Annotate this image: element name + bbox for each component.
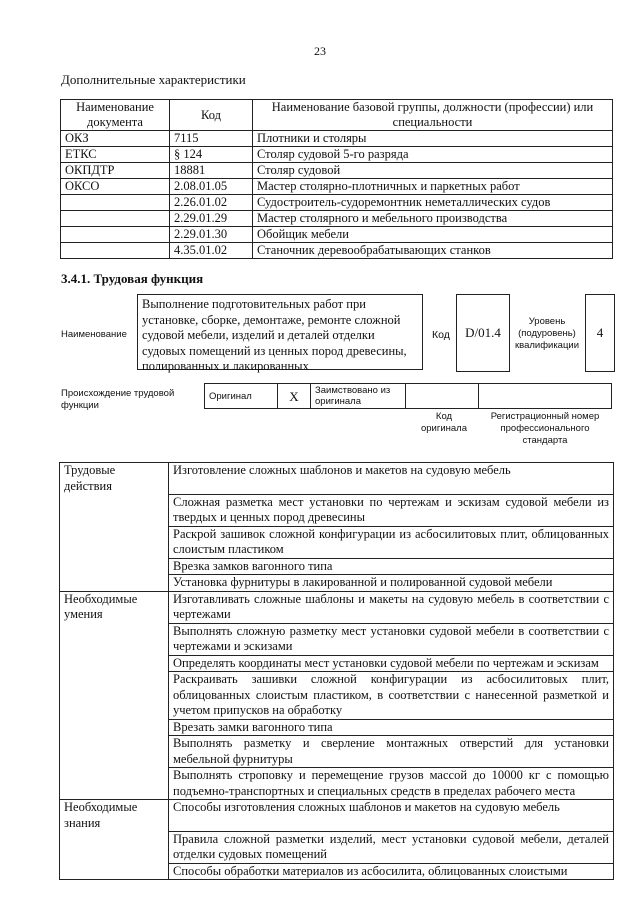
category-cell: [60, 623, 169, 655]
table-row: [60, 526, 614, 558]
table-row: [61, 147, 613, 163]
table-row: [61, 227, 613, 243]
item-cell: Установка фурнитуры в лакированной и полированной судовой мебели: [169, 575, 614, 592]
table-row: [60, 800, 614, 832]
name-cell: Станочник деревообрабатывающих станков: [253, 243, 613, 259]
table-row: [61, 211, 613, 227]
name-cell: Столяр судовой 5-го разряда: [253, 147, 613, 163]
code-label: Код: [432, 329, 450, 341]
table-row: [60, 623, 614, 655]
borrowed-label: Заимствовано из оригинала: [311, 384, 406, 409]
doc-cell: [61, 243, 170, 259]
category-cell: [60, 736, 169, 768]
code-cell: 2.26.01.02: [170, 195, 253, 211]
name-cell: Мастер столярно-плотничных и паркетных работ: [253, 179, 613, 195]
name-cell: Обойщик мебели: [253, 227, 613, 243]
doc-cell: [61, 227, 170, 243]
code-cell: 7115: [170, 131, 253, 147]
item-cell: Врезать замки вагонного типа: [169, 719, 614, 736]
table-row: [60, 672, 614, 720]
table-row: [60, 736, 614, 768]
name-cell: Столяр судовой: [253, 163, 613, 179]
doc-cell: [61, 195, 170, 211]
table-row: [60, 591, 614, 623]
item-cell: Правила сложной разметки изделий, мест установки судовой мебели, деталей отделки судовых помещений: [169, 831, 614, 863]
table-row: [60, 655, 614, 672]
code-cell: 2.29.01.29: [170, 211, 253, 227]
item-cell: Раскрой зашивок сложной конфигурации из асбосилитовых плит, облицованных слоистым пластиком: [169, 526, 614, 558]
original-mark: X: [278, 384, 311, 409]
category-cell: Трудовые действия: [60, 463, 169, 495]
doc-cell: ЕТКС: [61, 147, 170, 163]
category-cell: [60, 768, 169, 800]
code-cell: 4.35.01.02: [170, 243, 253, 259]
category-cell: [60, 655, 169, 672]
registration-number-label: Регистрационный номер профессионального стандарта: [490, 411, 600, 446]
name-cell: Судостроитель-судоремонтник неметаллических судов: [253, 195, 613, 211]
item-cell: Способы обработки материалов из асбосилита, облицованных слоистыми: [169, 863, 614, 880]
item-cell: Изготавливать сложные шаблоны и макеты на судовую мебель в соответствии с чертежами: [169, 591, 614, 623]
table-row: [61, 195, 613, 211]
item-cell: Выполнять разметку и сверление монтажных отверстий для установки мебельной фурнитуры: [169, 736, 614, 768]
category-cell: [60, 863, 169, 880]
category-cell: [60, 526, 169, 558]
header-code: Код: [170, 100, 253, 131]
doc-cell: ОКСО: [61, 179, 170, 195]
table-row: [60, 463, 614, 495]
table-row: [61, 131, 613, 147]
table-row: [61, 163, 613, 179]
item-cell: Способы изготовления сложных шаблонов и макетов на судовую мебель: [169, 800, 614, 832]
header-name: Наименование базовой группы, должности (профессии) или специальности: [253, 100, 613, 131]
origin-table: [204, 383, 612, 409]
name-cell: Плотники и столяры: [253, 131, 613, 147]
category-cell: Необходимые умения: [60, 591, 169, 623]
item-cell: Определять координаты мест установки судовой мебели по чертежам и эскизам: [169, 655, 614, 672]
category-cell: [60, 672, 169, 720]
table-row: [61, 179, 613, 195]
category-cell: [60, 831, 169, 863]
table-row: [60, 558, 614, 575]
table-row: [60, 831, 614, 863]
origin-label: Происхождение трудовой функции: [61, 388, 175, 411]
function-code: D/01.4: [456, 294, 510, 372]
qualification-level: 4: [585, 294, 615, 372]
category-cell: [60, 494, 169, 526]
code-cell: 2.29.01.30: [170, 227, 253, 243]
name-cell: Мастер столярного и мебельного производства: [253, 211, 613, 227]
original-code-label: Код оригинала: [420, 411, 467, 434]
table-row: [60, 494, 614, 526]
qualification-level-label: Уровень (подуровень) квалификации: [514, 316, 580, 351]
category-cell: Необходимые знания: [60, 800, 169, 832]
category-cell: [60, 558, 169, 575]
original-code-cell: [406, 384, 479, 409]
table-row: [60, 719, 614, 736]
page-number: 23: [314, 44, 326, 58]
original-label: Оригинал: [205, 384, 278, 409]
category-cell: [60, 575, 169, 592]
code-cell: 2.08.01.05: [170, 179, 253, 195]
doc-cell: [61, 211, 170, 227]
name-label: Наименование: [61, 329, 127, 340]
doc-cell: ОКЗ: [61, 131, 170, 147]
table-row: [60, 575, 614, 592]
table-row: [60, 863, 614, 880]
classification-table: [60, 99, 613, 259]
doc-cell: ОКПДТР: [61, 163, 170, 179]
item-cell: Раскраивать зашивки сложной конфигурации из асбосилитовых плит, облицованных слоистым пластиком, в соответствии с нанесенной разметкой и учетом припусков на обработку: [169, 672, 614, 720]
item-cell: Выполнять сложную разметку мест установки судовой мебели в соответствии с чертежами и эскизами: [169, 623, 614, 655]
reg-number-cell: [479, 384, 612, 409]
code-cell: 18881: [170, 163, 253, 179]
labor-function-title: 3.4.1. Трудовая функция: [61, 271, 204, 286]
header-document: Наименование документа: [61, 100, 170, 131]
additional-characteristics-title: Дополнительные характеристики: [61, 72, 246, 87]
function-details-table: [59, 462, 614, 880]
item-cell: Выполнять строповку и перемещение грузов массой до 10000 кг с помощью подъемно-транспортных и специальных средств в пределах рабочего места: [169, 768, 614, 800]
table-row: [60, 768, 614, 800]
item-cell: Врезка замков вагонного типа: [169, 558, 614, 575]
function-name: Выполнение подготовительных работ при установке, сборке, демонтаже, ремонте сложной судовой мебели, изделий и деталей отделки судовых помещений из ценных пород древесины, полированных и лакированных: [137, 294, 423, 370]
item-cell: Сложная разметка мест установки по чертежам и эскизам судовой мебели из твердых и ценных пород древесины: [169, 494, 614, 526]
category-cell: [60, 719, 169, 736]
item-cell: Изготовление сложных шаблонов и макетов на судовую мебель: [169, 463, 614, 495]
table-row: [61, 243, 613, 259]
code-cell: § 124: [170, 147, 253, 163]
